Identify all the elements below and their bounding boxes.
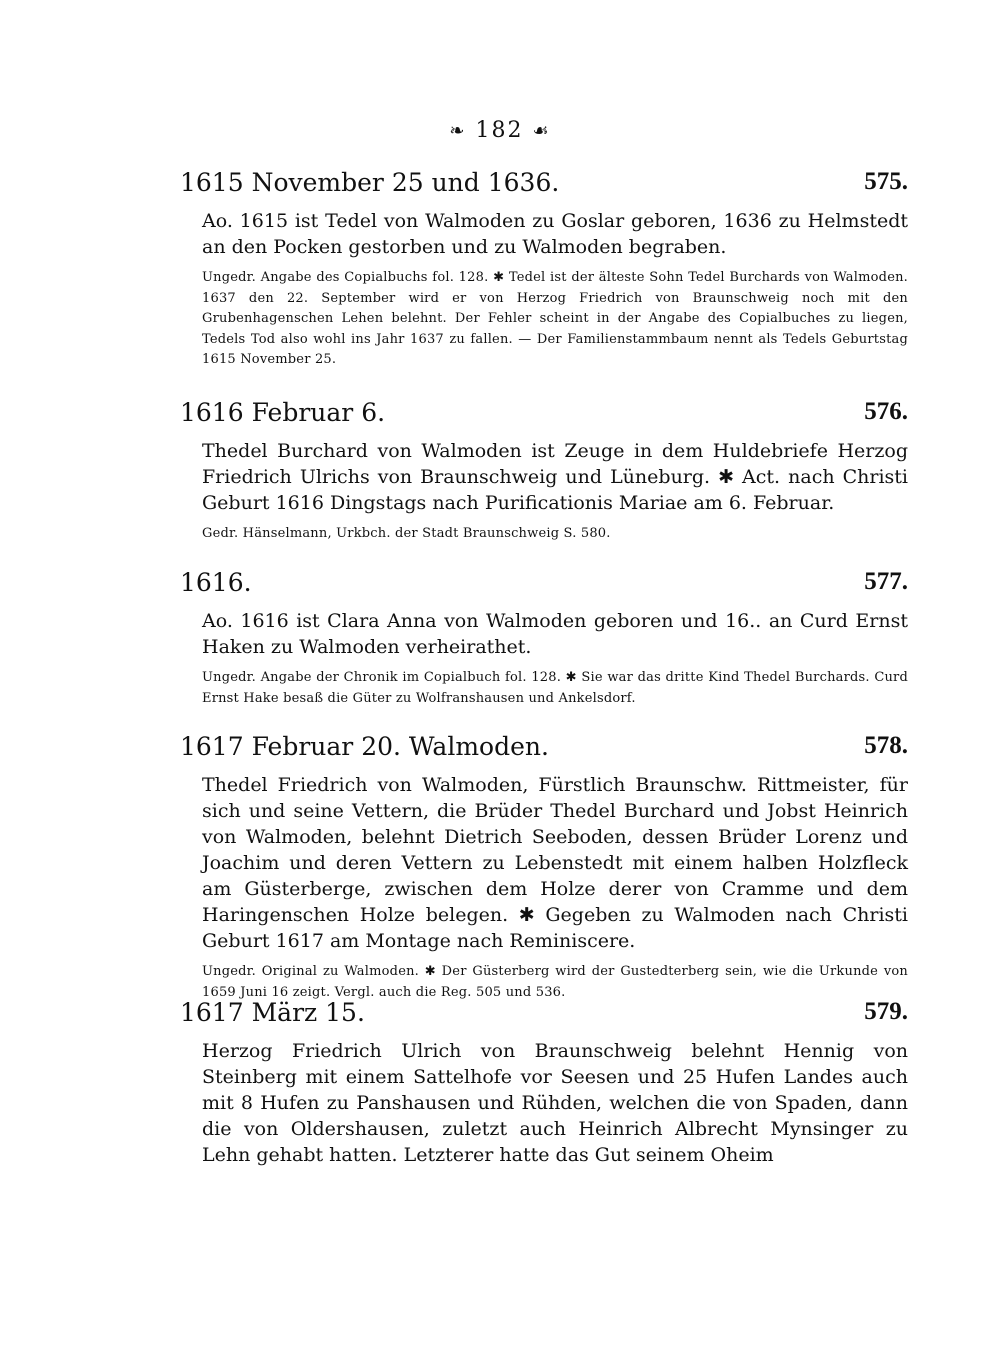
entry-text: Thedel Burchard von Walmoden ist Zeuge in dem Huldebriefe Herzog Friedrich Ulrichs von Braunschweig und Lüneburg. ✱ Act. nach Christi Geburt 1616 Dingstags nach Purificationis Mariae am 6. Februar. [202, 440, 908, 514]
regest-entry-577 [180, 568, 908, 709]
entry-date: 1617 Februar 20. Walmoden. [180, 732, 549, 761]
entry-header [180, 398, 908, 432]
entry-note: Ungedr. Angabe der Chronik im Copialbuch fol. 128. ✱ Sie war das dritte Kind Thedel Burchards. Curd Ernst Hake besaß die Güter zu Wolfranshausen und Ankelsdorf. [202, 670, 908, 706]
entry-date: 1615 November 25 und 1636. [180, 168, 560, 197]
regest-entry-576 [180, 398, 908, 545]
entry-number: 578. [864, 732, 908, 759]
regest-entry-579 [180, 998, 908, 1168]
entry-text: Ao. 1616 ist Clara Anna von Walmoden geboren und 16.. an Curd Ernst Haken zu Walmoden verheirathet. [202, 610, 908, 658]
ornament-left-icon: ❧ [449, 120, 467, 142]
regest-entry-575 [180, 168, 908, 371]
entry-header [180, 168, 908, 202]
entry-date: 1616 Februar 6. [180, 398, 386, 427]
entry-text: Thedel Friedrich von Walmoden, Fürstlich Braunschw. Rittmeister, für sich und seine Vettern, die Brüder Thedel Burchard und Jobst Heinrich von Walmoden, belehnt Dietrich Seeboden, dessen Brüder Lorenz und Joachim und deren Vettern zu Lebenstedt mit einem halben Holzfleck am Güsterberge, zwischen dem Holze derer von Cramme und dem Haringenschen Holze belegen. ✱ Gegeben zu Walmoden nach Christi Geburt 1617 am Montage nach Reminiscere. [202, 774, 908, 952]
entry-date: 1617 März 15. [180, 998, 365, 1027]
entry-number: 576. [864, 398, 908, 425]
regest-entry-578 [180, 732, 908, 1003]
entry-header [180, 998, 908, 1032]
entry-number: 579. [864, 998, 908, 1025]
ornament-right-icon: ☙ [532, 120, 551, 142]
entry-number: 575. [864, 168, 908, 195]
entry-date: 1616. [180, 568, 252, 597]
entry-note: Ungedr. Original zu Walmoden. ✱ Der Güsterberg wird der Gustedterberg sein, wie die Urkunde von 1659 Juni 16 zeigt. Vergl. auch die Reg. 505 und 536. [202, 964, 908, 1000]
entry-header [180, 732, 908, 766]
entry-text: Herzog Friedrich Ulrich von Braunschweig belehnt Hennig von Steinberg mit einem Sattelhofe vor Seesen und 25 Hufen Landes auch mit 8 Hufen zu Panshausen und Rühden, welchen die von Spaden, dann die von Oldershausen, zuletzt auch Heinrich Albrecht Mynsinger zu Lehn gehabt hatten. Letzterer hatte das Gut seinem Oheim [202, 1040, 908, 1166]
entry-header [180, 568, 908, 602]
entry-note: Ungedr. Angabe des Copialbuchs fol. 128. ✱ Tedel ist der älteste Sohn Tedel Burchards von Walmoden. 1637 den 22. September wird er von Herzog Friedrich von Braunschweig noch mit den Grubenhagenschen Lehen belehnt. Der Fehler scheint in der Angabe des Copialbuches zu liegen, Tedels Tod also wohl ins Jahr 1637 zu fallen. — Der Familienstammbaum nennt als Tedels Geburtstag 1615 November 25. [202, 270, 908, 367]
page-header [0, 118, 1000, 143]
entry-text: Ao. 1615 ist Tedel von Walmoden zu Goslar geboren, 1636 zu Helmstedt an den Pocken gestorben und zu Walmoden begraben. [202, 210, 908, 258]
entry-note: Gedr. Hänselmann, Urkbch. der Stadt Braunschweig S. 580. [202, 526, 611, 541]
page-number: 182 [475, 118, 524, 143]
entry-number: 577. [864, 568, 908, 595]
